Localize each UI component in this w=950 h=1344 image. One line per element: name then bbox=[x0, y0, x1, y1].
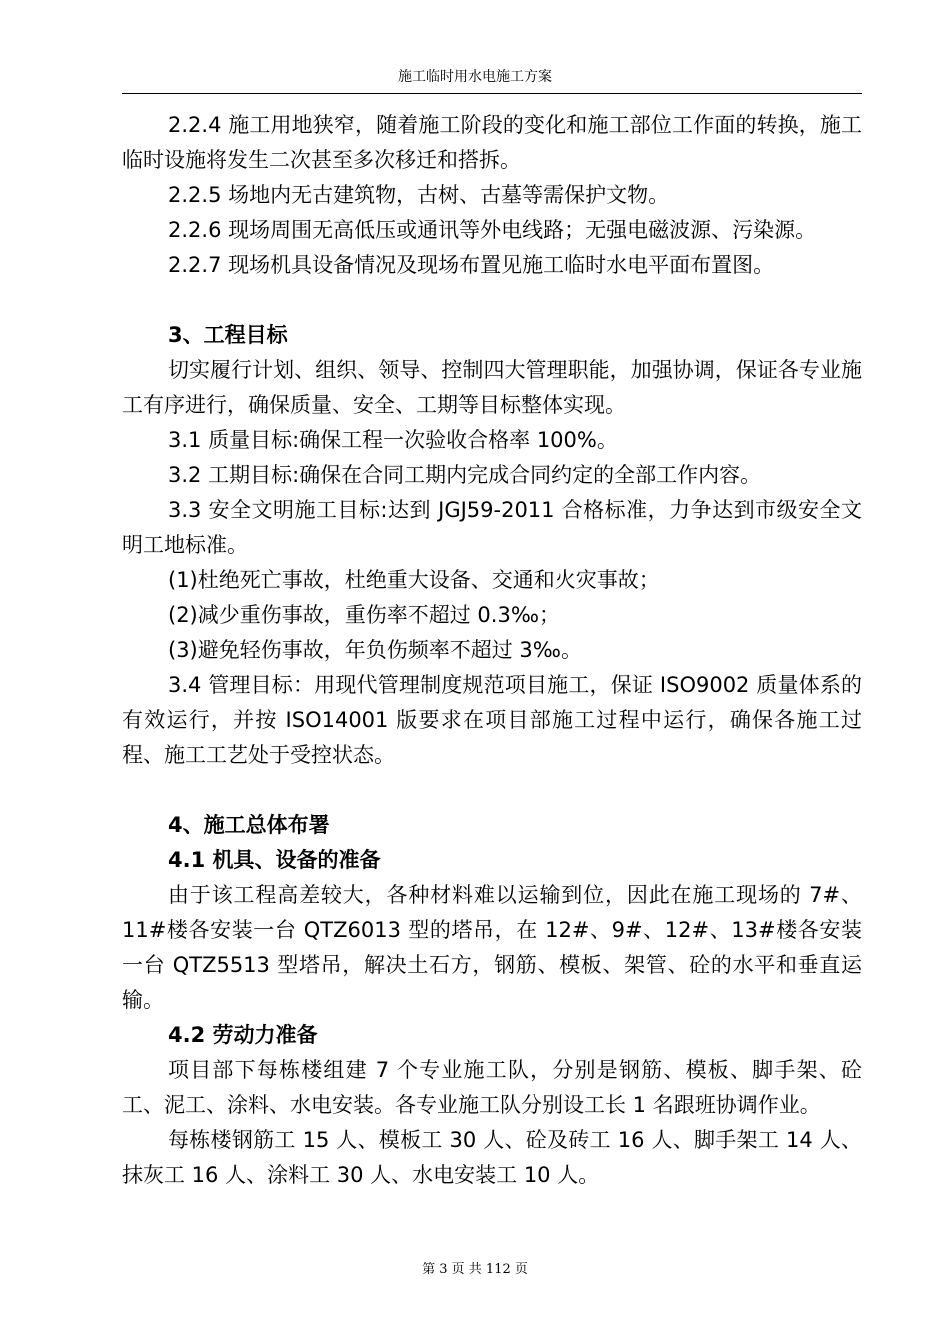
paragraph-2-2-6: 2.2.6 现场周围无高低压或通讯等外电线路；无强电磁波源、污染源。 bbox=[168, 218, 817, 242]
list-item-3-3-2: (2)减少重伤事故，重伤率不超过 0.3‰； bbox=[168, 603, 560, 627]
paragraph-3-intro: 切实履行计划、组织、领导、控制四大管理职能，加强协调，保证各专业施工有序进行，确保质量、安全、工期等目标整体实现。 bbox=[122, 358, 862, 417]
paragraph-2-2-7: 2.2.7 现场机具设备情况及现场布置见施工临时水电平面布置图。 bbox=[168, 253, 775, 277]
page-header-title: 施工临时用水电施工方案 bbox=[398, 69, 552, 85]
list-item-3-3-1: (1)杜绝死亡事故，杜绝重大设备、交通和火灾事故； bbox=[168, 568, 660, 592]
list-item-3-3-3: (3)避免轻伤事故，年负伤频率不超过 3‰。 bbox=[168, 638, 582, 662]
paragraph-3-2: 3.2 工期目标:确保在合同工期内完成合同约定的全部工作内容。 bbox=[168, 463, 762, 487]
spacer bbox=[122, 283, 862, 318]
paragraph-4-2-1: 项目部下每栋楼组建 7 个专业施工队，分别是钢筋、模板、脚手架、砼工、泥工、涂料、水电安装。各专业施工队分别设工长 1 名跟班协调作业。 bbox=[122, 1058, 862, 1117]
paragraph-3-4: 3.4 管理目标：用现代管理制度规范项目施工，保证 ISO9002 质量体系的有效运行，并按 ISO14001 版要求在项目部施工过程中运行，确保各施工过程、施工工艺处于受控状态。 bbox=[122, 673, 862, 767]
section-heading-3: 3、工程目标 bbox=[168, 323, 288, 347]
spacer bbox=[122, 773, 862, 808]
header-divider bbox=[122, 93, 862, 94]
section-heading-4: 4、施工总体布署 bbox=[168, 813, 330, 837]
subsection-heading-4-1: 4.1 机具、设备的准备 bbox=[168, 848, 381, 872]
paragraph-2-2-4: 2.2.4 施工用地狭窄，随着施工阶段的变化和施工部位工作面的转换，施工临时设施将发生二次甚至多次移迁和搭拆。 bbox=[122, 113, 862, 172]
page-number-footer: 第 3 页 共 112 页 bbox=[422, 1262, 528, 1277]
paragraph-3-3: 3.3 安全文明施工目标:达到 JGJ59-2011 合格标准，力争达到市级安全文明工地标准。 bbox=[122, 498, 862, 557]
subsection-heading-4-2: 4.2 劳动力准备 bbox=[168, 1023, 318, 1047]
paragraph-4-2-2: 每栋楼钢筋工 15 人、模板工 30 人、砼及砖工 16 人、脚手架工 14 人、抹灰工 16 人、涂料工 30 人、水电安装工 10 人。 bbox=[122, 1128, 862, 1187]
paragraph-2-2-5: 2.2.5 场地内无古建筑物，古树、古墓等需保护文物。 bbox=[168, 183, 670, 207]
document-body bbox=[122, 108, 862, 1193]
paragraph-3-1: 3.1 质量目标:确保工程一次验收合格率 100%。 bbox=[168, 428, 618, 452]
paragraph-4-1: 由于该工程高差较大，各种材料难以运输到位，因此在施工现场的 7#、11#楼各安装一台 QTZ6013 型的塔吊，在 12#、9#、12#、13#楼各安装一台 QTZ5513 型塔吊，解决土石方，钢筋、模板、架管、砼的水平和垂直运输。 bbox=[122, 883, 862, 1012]
